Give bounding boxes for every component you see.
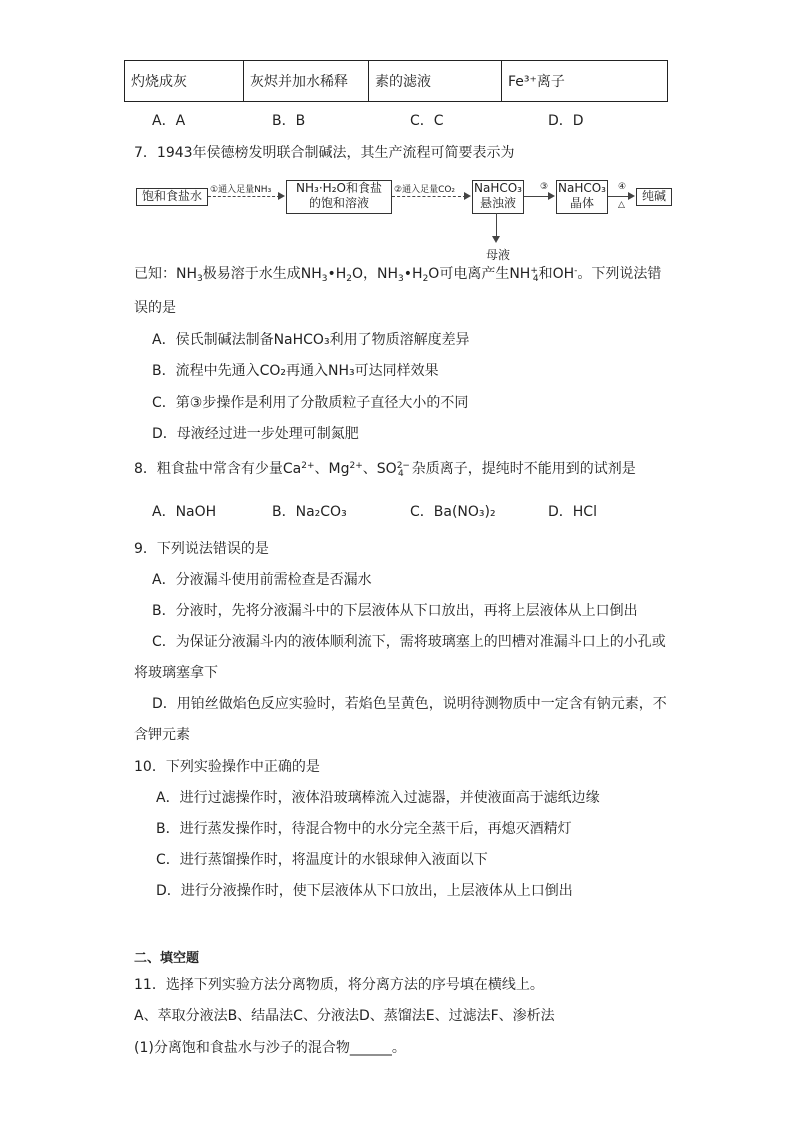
- q7-option-c: C．第③步操作是利用了分散质粒子直径大小的不同: [152, 395, 469, 411]
- text-segment: 极易溶于水生成NH: [202, 266, 322, 282]
- q11-sub1: (1)分离饱和食盐水与沙子的混合物______。: [134, 1040, 406, 1056]
- arrow-head-icon: [278, 192, 285, 200]
- subscript: 4: [397, 469, 404, 479]
- q7-option-b: B．流程中先通入CO₂再通入NH₃可达同样效果: [152, 363, 439, 379]
- subscript: 3: [197, 274, 203, 284]
- q8-option-b: B．Na₂CO₃: [272, 504, 347, 520]
- superscript: 2−: [396, 461, 410, 471]
- flow-mother-liquor: 母液: [486, 248, 511, 262]
- q6-option-a: A．A: [152, 113, 186, 129]
- table-cell: 素的滤液: [369, 61, 502, 102]
- text-segment: 已知：NH: [134, 266, 197, 282]
- flow-step-3: ③: [540, 182, 549, 192]
- q9-option-d-cont: 含钾元素: [134, 727, 190, 743]
- q10-stem: 10．下列实验操作中正确的是: [134, 759, 320, 775]
- q9-option-c: C．为保证分液漏斗内的液体顺利流下，需将玻璃塞上的凹槽对准漏斗口上的小孔或: [152, 634, 666, 650]
- q6-option-b: B．B: [272, 113, 306, 129]
- q10-option-d: D．进行分液操作时，使下层液体从下口放出，上层液体从上口倒出: [156, 883, 573, 899]
- subscript: 2: [346, 274, 352, 284]
- table-cell: Fe³⁺离子: [502, 61, 668, 102]
- arrow-head-icon: [548, 192, 555, 200]
- flow-box-brine: 饱和食盐水: [136, 188, 208, 206]
- q7-known-line1: [134, 263, 661, 284]
- flow-box-solution: [286, 180, 392, 214]
- superscript: 2+: [301, 461, 315, 471]
- flow-arrow-1: [208, 196, 280, 197]
- flow-box-suspension-line1: NaHCO₃: [474, 181, 522, 195]
- section-title: 二、填空题: [134, 951, 200, 966]
- subscript: 4: [532, 274, 539, 284]
- text-segment: O可电离产生NH: [428, 266, 531, 282]
- q8-option-d: D．HCl: [548, 504, 597, 520]
- text-segment: 杂质离子，提纯时不能用到的试剂是: [411, 461, 636, 477]
- table-row: [125, 61, 668, 102]
- flow-step-4: ④: [618, 182, 627, 192]
- flow-box-solution-line2: 的饱和溶液: [308, 196, 369, 210]
- q8-stem: [134, 458, 636, 479]
- flow-box-soda: 纯碱: [636, 188, 672, 206]
- q11-stem: 11．选择下列实验方法分离物质，将分离方法的序号填在横线上。: [134, 977, 544, 993]
- q10-option-a: A．进行过滤操作时，液体沿玻璃棒流入过滤器，并使液面高于滤纸边缘: [156, 790, 600, 806]
- q9-option-d: D．用铂丝做焰色反应实验时，若焰色呈黄色，说明待测物质中一定含有钠元素，不: [152, 696, 667, 712]
- q7-option-d: D．母液经过进一步处理可制氮肥: [152, 426, 359, 442]
- answer-table: [124, 60, 668, 102]
- q9-option-b: B．分液时，先将分液漏斗中的下层液体从下口放出，再将上层液体从上口倒出: [152, 603, 638, 619]
- q9-stem: 9．下列说法错误的是: [134, 541, 269, 557]
- superscript: +: [530, 266, 538, 276]
- text-segment: •H: [403, 266, 423, 282]
- arrow-head-down-icon: [492, 236, 500, 243]
- q8-option-a: A．NaOH: [152, 504, 217, 520]
- q9-option-c-cont: 将玻璃塞拿下: [134, 665, 218, 681]
- subscript: 3: [321, 274, 328, 284]
- text-segment: 8．粗食盐中常含有少量Ca: [134, 461, 302, 477]
- text-segment: O，NH: [352, 266, 399, 282]
- superscript: 2+: [349, 461, 363, 471]
- q7-known-line2: 误的是: [134, 300, 176, 316]
- q8-option-c: C．Ba(NO₃)₂: [410, 504, 496, 520]
- text-segment: 、SO: [362, 461, 397, 477]
- subscript: 2: [422, 274, 429, 284]
- flow-box-crystal-line1: NaHCO₃: [558, 181, 606, 195]
- q7-option-a: A．侯氏制碱法制备NaHCO₃利用了物质溶解度差异: [152, 332, 470, 348]
- heat-symbol: △: [618, 200, 625, 210]
- arrow-head-icon: [464, 192, 471, 200]
- text-segment: 。下列说法错: [577, 266, 662, 282]
- flow-box-crystal-line2: 晶体: [569, 196, 594, 210]
- table-cell: 灰烬并加水稀释: [244, 61, 369, 102]
- flow-box-suspension-line2: 悬浊液: [479, 196, 516, 210]
- text-segment: 、Mg: [314, 461, 350, 477]
- flow-arrow-2: [392, 196, 466, 197]
- q6-option-c: C．C: [410, 113, 444, 129]
- flow-step-1: ①通入足量NH₃: [210, 185, 272, 195]
- q10-option-c: C．进行蒸馏操作时，将温度计的水银球伸入液面以下: [156, 852, 488, 868]
- q9-option-a: A．分液漏斗使用前需检查是否漏水: [152, 572, 372, 588]
- flow-step-2: ②通入足量CO₂: [394, 185, 456, 195]
- subscript: 3: [398, 274, 404, 284]
- text-segment: •H: [327, 266, 347, 282]
- q6-option-d: D．D: [548, 113, 584, 129]
- text-segment: 和OH: [538, 266, 575, 282]
- superscript: -: [574, 266, 578, 276]
- q10-option-b: B．进行蒸发操作时，待混合物中的水分完全蒸干后，再熄灭酒精灯: [156, 821, 572, 837]
- q11-methods: A、萃取分液法B、结晶法C、分液法D、蒸馏法E、过滤法F、渗析法: [134, 1008, 555, 1024]
- flow-box-crystal: [556, 180, 608, 214]
- flow-box-solution-line1: NH₃·H₂O和食盐: [296, 181, 382, 195]
- arrow-head-icon: [628, 192, 635, 200]
- q7-stem: 7．1943年侯德榜发明联合制碱法，其生产流程可简要表示为: [134, 145, 515, 161]
- flow-arrow-3: [524, 196, 550, 197]
- table-cell: 灼烧成灰: [125, 61, 244, 102]
- flow-arrow-4: [608, 196, 630, 197]
- flow-box-suspension: [472, 180, 524, 214]
